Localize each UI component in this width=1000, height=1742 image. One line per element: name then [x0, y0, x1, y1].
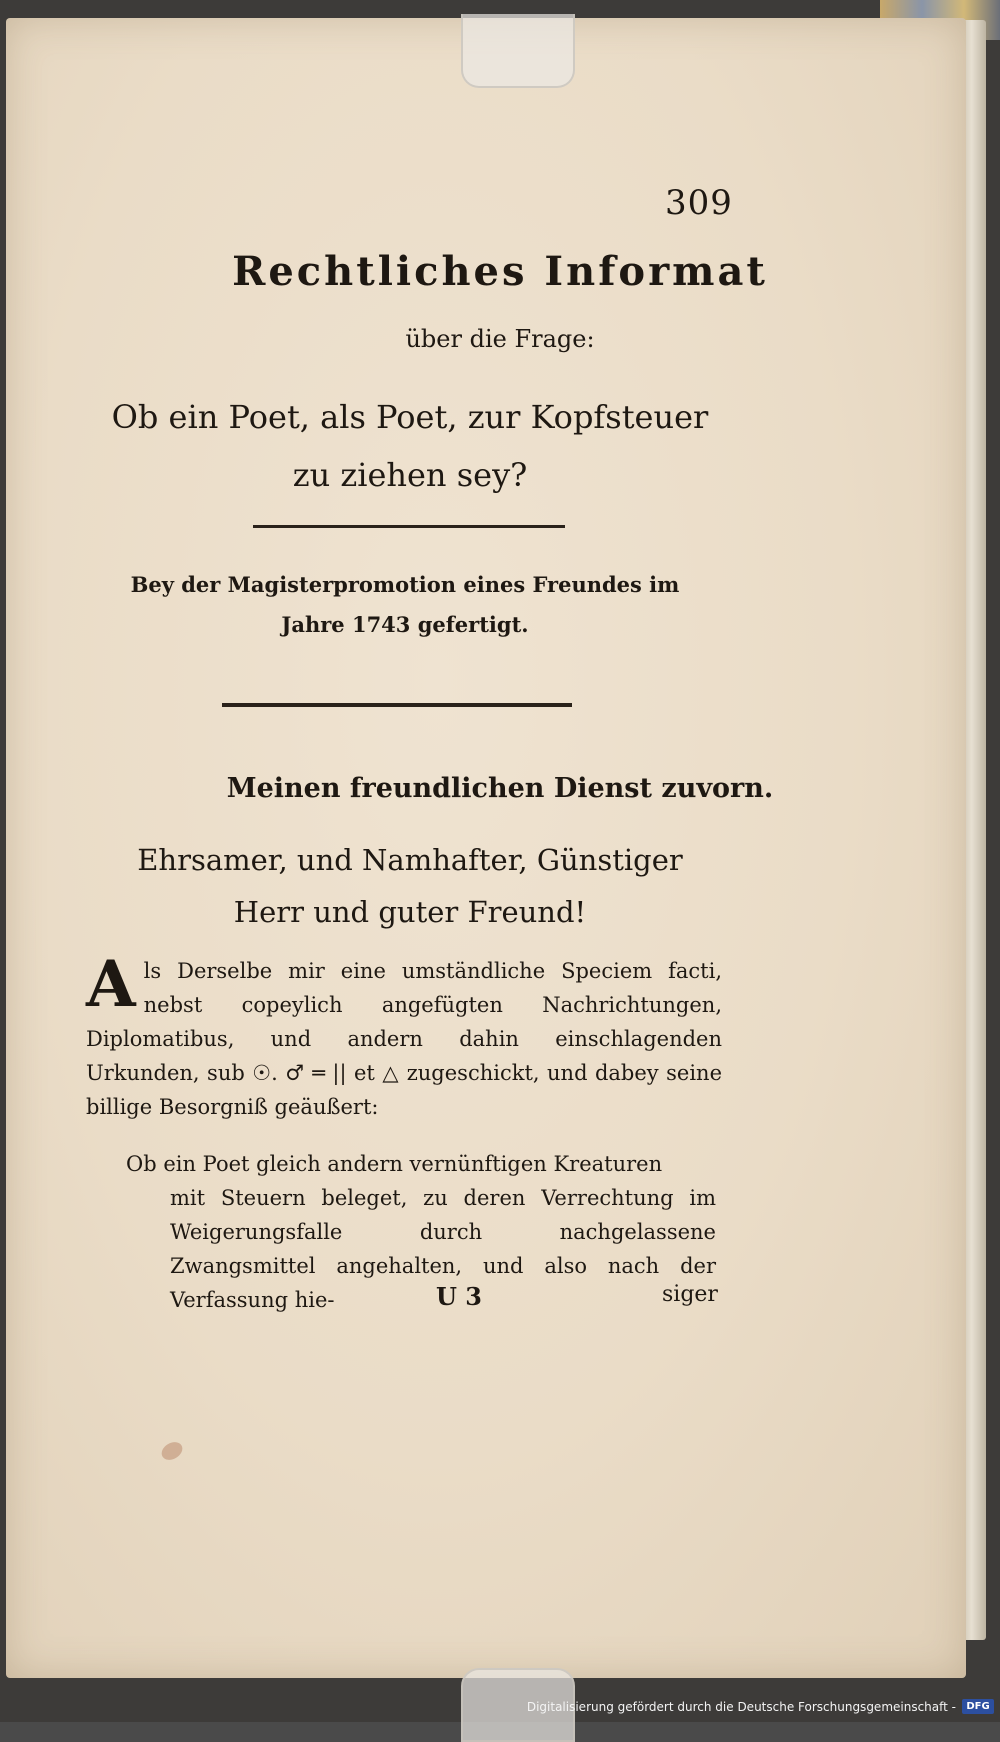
divider-rule [253, 525, 565, 528]
signature-mark: U 3 [436, 1282, 482, 1311]
page-title: Rechtliches Informat [232, 248, 768, 295]
quote-continuation: mit Steuern beleget, zu deren Verrechtung im Weigerungsfalle durch nachgelassene Zwangsmittel angehalten, und also nach der Verfassung hie- [170, 1186, 716, 1312]
page-number: 309 [665, 183, 733, 223]
subtitle: über die Frage: [405, 325, 595, 353]
occasion-note: Bey der Magisterpromotion eines Freundes im Jahre 1743 gefertigt. [130, 572, 680, 637]
quote-first-line: Ob ein Poet gleich andern vernünftigen Kreaturen [126, 1152, 663, 1176]
page-clip-top [461, 14, 575, 88]
drop-capital: A [86, 947, 136, 1022]
question-heading: Ob ein Poet, als Poet, zur Kopfsteuer zu ziehen sey? [111, 398, 709, 494]
address-line: Ehrsamer, und Namhafter, Günstiger Herr und guter Freund! [137, 843, 683, 929]
digitization-credit: Digitalisierung gefördert durch die Deutsche Forschungsgemeinschaft - [526, 1700, 956, 1714]
body-paragraph [86, 947, 722, 1124]
catchword: siger [662, 1282, 718, 1307]
dfg-logo-icon: DFG [962, 1699, 994, 1714]
divider-rule [222, 703, 572, 707]
salutation-line: Meinen freundlichen Dienst zuvorn. [226, 773, 774, 804]
stain-mark [158, 1439, 185, 1464]
paragraph-text: ls Derselbe mir eine umständliche Speciem facti, nebst copeylich angefügten Nachrichtungen, Diplomatibus, und andern dahin einschlagenden Urkunden, sub ☉. ♂ ═ || et △ zugeschickt, und dabey seine billige Besorgniß geäußert: [86, 959, 722, 1119]
quoted-question [126, 1147, 716, 1317]
